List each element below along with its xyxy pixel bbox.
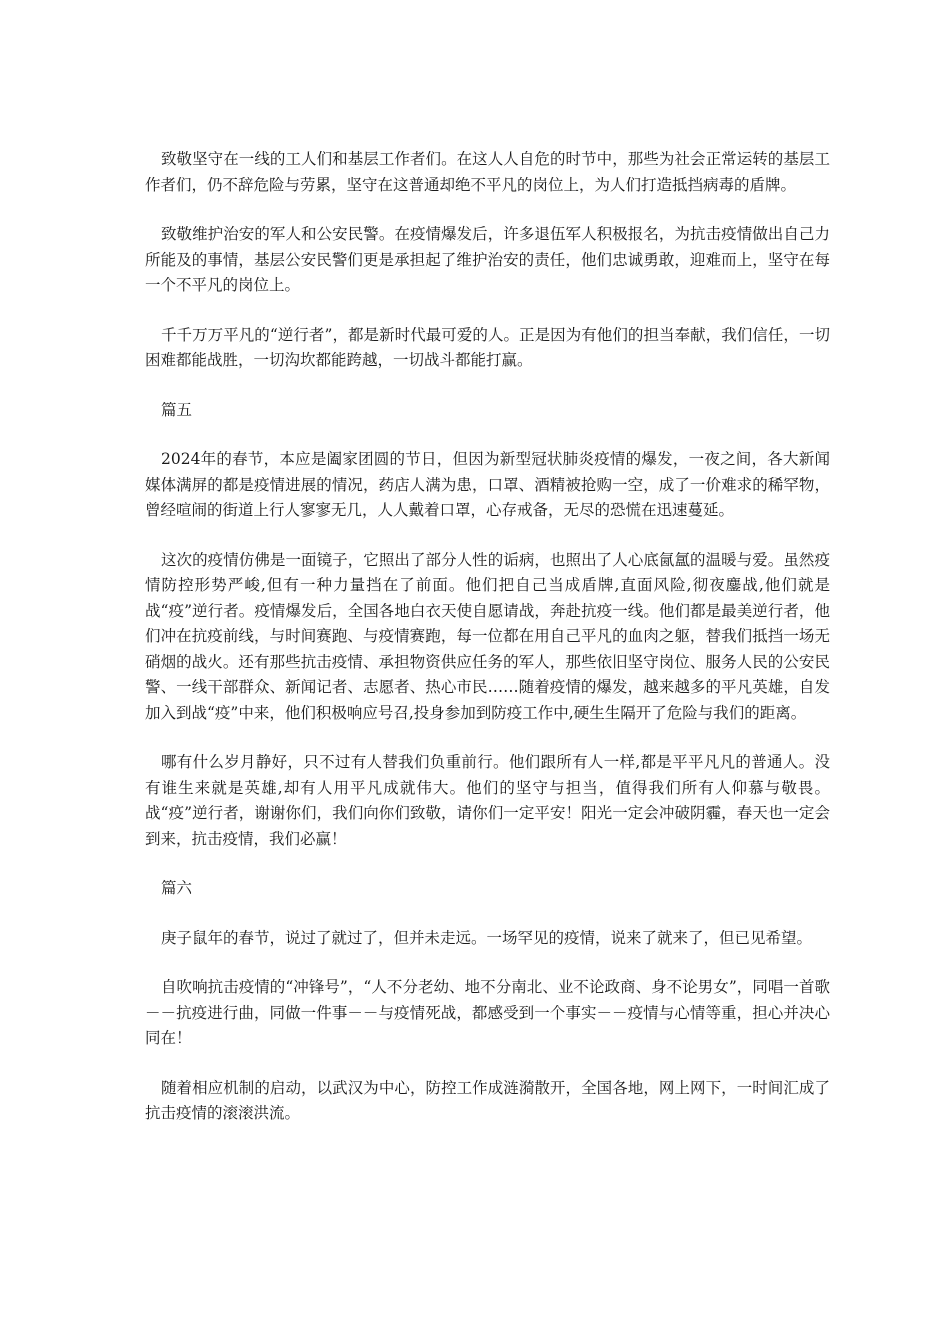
paragraph-mirror: 这次的疫情仿佛是一面镜子，它照出了部分人性的诟病，也照出了人心底氤氲的温暖与爱。虽然疫情防控形势严峻,但有一种力量挡在了前面。他们把自己当成盾牌,直面风险,彻夜鏖战,他们就是战“疫”逆行者。疫情爆发后，全国各地白衣天使自愿请战，奔赴抗疫一线。他们都是最美逆行者，他们冲在抗疫前线，与时间赛跑、与疫情赛跑，每一位都在用自己平凡的血肉之躯，替我们抵挡一场无硝烟的战火。还有那些抗击疫情、承担物资供应任务的军人，那些依旧坚守岗位、服务人民的公安民警、一线干部群众、新闻记者、志愿者、热心市民……随着疫情的爆发，越来越多的平凡英雄，自发加入到战“疫”中来，他们积极响应号召,投身参加到防疫工作中,硬生生隔开了危险与我们的距离。 xyxy=(145,550,830,722)
paragraph-tribute-workers: 致敬坚守在一线的工人们和基层工作者们。在这人人自危的时节中，那些为社会正常运转的基层工作者们，仍不辞危险与劳累，坚守在这普通却绝不平凡的岗位上，为人们打造抵挡病毒的盾牌。 xyxy=(145,150,830,194)
paragraph-ordinary-heroes: 千千万万平凡的“逆行者”，都是新时代最可爱的人。正是因为有他们的担当奉献，我们信任，一切困难都能战胜，一切沟坎都能跨越，一切战斗都能打赢。 xyxy=(145,325,830,369)
paragraph-burden: 哪有什么岁月静好，只不过有人替我们负重前行。他们跟所有人一样,都是平平凡凡的普通人。没有谁生来就是英雄,却有人用平凡成就伟大。他们的坚守与担当，值得我们所有人仰慕与敬畏。战“疫”逆行者，谢谢你们，我们向你们致敬，请你们一定平安！阳光一定会冲破阴霾，春天也一定会到来，抗击疫情，我们必赢！ xyxy=(145,753,830,848)
section-heading-6: 篇六 xyxy=(161,879,193,897)
document-body xyxy=(145,147,830,1151)
paragraph-mechanism: 随着相应机制的启动，以武汉为中心，防控工作成涟漪散开，全国各地，网上网下，一时间汇成了抗击疫情的滚滚洪流。 xyxy=(145,1078,830,1122)
paragraph-bugle: 自吹响抗击疫情的“冲锋号”，“人不分老幼、地不分南北、业不论政商、身不论男女”，同唱一首歌－－抗疫进行曲，同做一件事－－与疫情死战，都感受到一个事实－－疫情与心情等重，担心并决心同在！ xyxy=(145,978,830,1047)
section-heading-5: 篇五 xyxy=(161,400,193,419)
paragraph-tribute-soldiers-police: 致敬维护治安的军人和公安民警。在疫情爆发后，许多退伍军人积极报名，为抗击疫情做出自己力所能及的事情，基层公安民警们更是承担起了维护治安的责任，他们忠诚勇敢，迎难而上，坚守在每一个不平凡的岗位上。 xyxy=(145,225,830,294)
paragraph-gengzi: 庚子鼠年的春节，说过了就过了，但并未走远。一场罕见的疫情，说来了就来了，但已见希望。 xyxy=(161,928,813,947)
paragraph-spring-festival: 2024年的春节，本应是阖家团圆的节日，但因为新型冠状肺炎疫情的爆发，一夜之间，各大新闻媒体满屏的都是疫情进展的情况，药店人满为患，口罩、酒精被抢购一空，成了一价难求的稀罕物，曾经喧闹的街道上行人寥寥无几，人人戴着口罩，心存戒备，无尽的恐慌在迅速蔓延。 xyxy=(145,450,830,519)
